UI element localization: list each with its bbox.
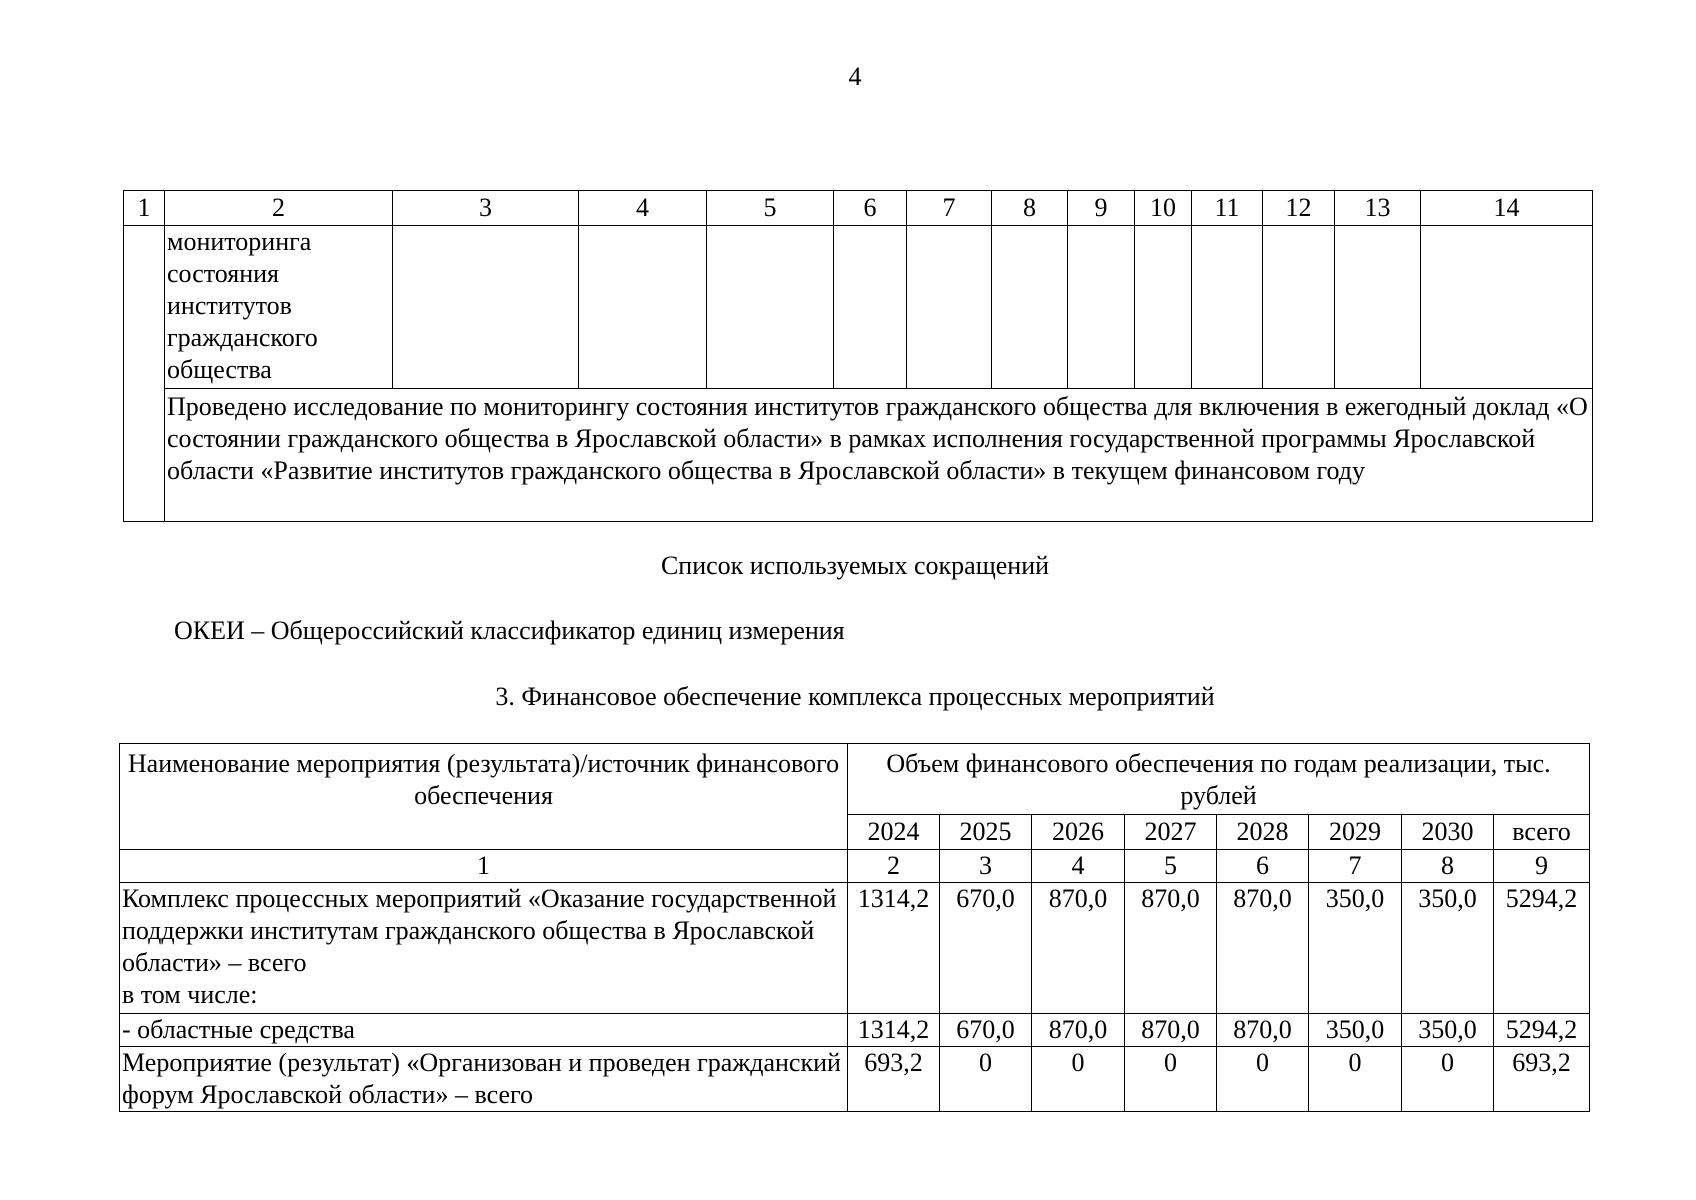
row-name-cell (120, 883, 848, 1014)
table-row (120, 1014, 1590, 1047)
year-cell: 2030 (1402, 815, 1494, 850)
value-cell: 870,0 (1032, 1014, 1125, 1047)
table-header-row (120, 744, 1590, 815)
value-cell: 870,0 (1217, 883, 1309, 1014)
column-number-cell: 7 (1309, 850, 1402, 883)
value-cell: 5294,2 (1494, 883, 1590, 1014)
value-cell: 870,0 (1125, 883, 1217, 1014)
column-number-cell: 8 (1402, 850, 1494, 883)
table-cell (707, 226, 834, 389)
column-number-row (120, 850, 1590, 883)
header-name-cell: Наименование мероприятия (результата)/источник финансового обеспечения (120, 744, 848, 850)
value-cell: 0 (940, 1047, 1032, 1112)
column-number-cell: 9 (1494, 850, 1590, 883)
column-number-cell: 6 (1217, 850, 1309, 883)
header-cell: 9 (1068, 191, 1135, 226)
header-cell: 5 (707, 191, 834, 226)
header-cell: 7 (907, 191, 992, 226)
header-cell: 10 (1135, 191, 1192, 226)
table-row (120, 1047, 1590, 1112)
result-name-cell: мониторинга состояния институтов гражданского общества (165, 226, 393, 389)
value-cell: 670,0 (940, 883, 1032, 1014)
value-cell: 350,0 (1309, 1014, 1402, 1047)
year-cell: 2024 (848, 815, 940, 850)
header-cell: 11 (1192, 191, 1263, 226)
table-cell (1068, 226, 1135, 389)
value-cell: 870,0 (1125, 1014, 1217, 1047)
table-row (120, 883, 1590, 1014)
value-cell: 0 (1032, 1047, 1125, 1112)
year-cell: всего (1494, 815, 1590, 850)
column-number-cell: 2 (848, 850, 940, 883)
table-cell (393, 226, 579, 389)
value-cell: 350,0 (1402, 1014, 1494, 1047)
header-cell: 14 (1421, 191, 1593, 226)
value-cell: 0 (1402, 1047, 1494, 1112)
table-cell (579, 226, 707, 389)
value-cell: 870,0 (1032, 883, 1125, 1014)
header-volume-cell: Объем финансового обеспечения по годам реализации, тыс. рублей (848, 744, 1590, 815)
header-cell: 1 (124, 191, 165, 226)
value-cell: 1314,2 (848, 883, 940, 1014)
financing-table (119, 743, 1590, 1112)
table-cell (834, 226, 907, 389)
abbreviations-title: Список используемых сокращений (660, 551, 1050, 580)
table-row (124, 226, 1593, 389)
year-cell: 2029 (1309, 815, 1402, 850)
table-row (124, 389, 1593, 522)
value-cell: 0 (1309, 1047, 1402, 1112)
row-name-cell: Мероприятие (результат) «Организован и проведен гражданский форум Ярославской области» – всего (120, 1047, 848, 1112)
index-cell (124, 226, 165, 522)
table-cell (1335, 226, 1421, 389)
header-cell: 4 (579, 191, 707, 226)
table-cell (1135, 226, 1192, 389)
table-cell (1421, 226, 1593, 389)
header-cell: 12 (1263, 191, 1335, 226)
table-cell (907, 226, 992, 389)
row-name-text: Комплекс процессных мероприятий «Оказание государственной поддержки институтам гражданского общества в Ярославской области» – всего (122, 884, 837, 977)
result-note-cell: Проведено исследование по мониторингу состояния институтов гражданского общества для включения в ежегодный доклад «О состоянии гражданского общества в Ярославской области» в рамках исполнения государственной программы Ярославской области «Развитие институтов гражданского общества в Ярославской области» в текущем финансовом году (165, 389, 1593, 522)
value-cell: 670,0 (940, 1014, 1032, 1047)
column-number-cell: 4 (1032, 850, 1125, 883)
header-cell: 13 (1335, 191, 1421, 226)
value-cell: 1314,2 (848, 1014, 940, 1047)
column-number-cell: 1 (120, 850, 848, 883)
table-header-row (124, 191, 1593, 226)
header-cell: 6 (834, 191, 907, 226)
header-cell: 8 (992, 191, 1068, 226)
header-cell: 2 (165, 191, 393, 226)
year-cell: 2027 (1125, 815, 1217, 850)
column-number-cell: 5 (1125, 850, 1217, 883)
row-name-cell: - областные средства (120, 1014, 848, 1047)
value-cell: 870,0 (1217, 1014, 1309, 1047)
value-cell: 350,0 (1309, 883, 1402, 1014)
column-number-cell: 3 (940, 850, 1032, 883)
page-number: 4 (848, 62, 862, 91)
abbreviation-okei: ОКЕИ – Общероссийский классификатор единиц измерения (174, 616, 845, 645)
year-cell: 2025 (940, 815, 1032, 850)
value-cell: 0 (1125, 1047, 1217, 1112)
table-cell (1192, 226, 1263, 389)
value-cell: 693,2 (1494, 1047, 1590, 1112)
row-name-extra: в том числе: (122, 980, 258, 1009)
value-cell: 693,2 (848, 1047, 940, 1112)
value-cell: 350,0 (1402, 883, 1494, 1014)
table-cell (992, 226, 1068, 389)
header-cell: 3 (393, 191, 579, 226)
value-cell: 0 (1217, 1047, 1309, 1112)
year-cell: 2028 (1217, 815, 1309, 850)
results-table (123, 190, 1593, 522)
table-cell (1263, 226, 1335, 389)
value-cell: 5294,2 (1494, 1014, 1590, 1047)
section-title: 3. Финансовое обеспечение комплекса процессных мероприятий (495, 682, 1215, 711)
year-cell: 2026 (1032, 815, 1125, 850)
